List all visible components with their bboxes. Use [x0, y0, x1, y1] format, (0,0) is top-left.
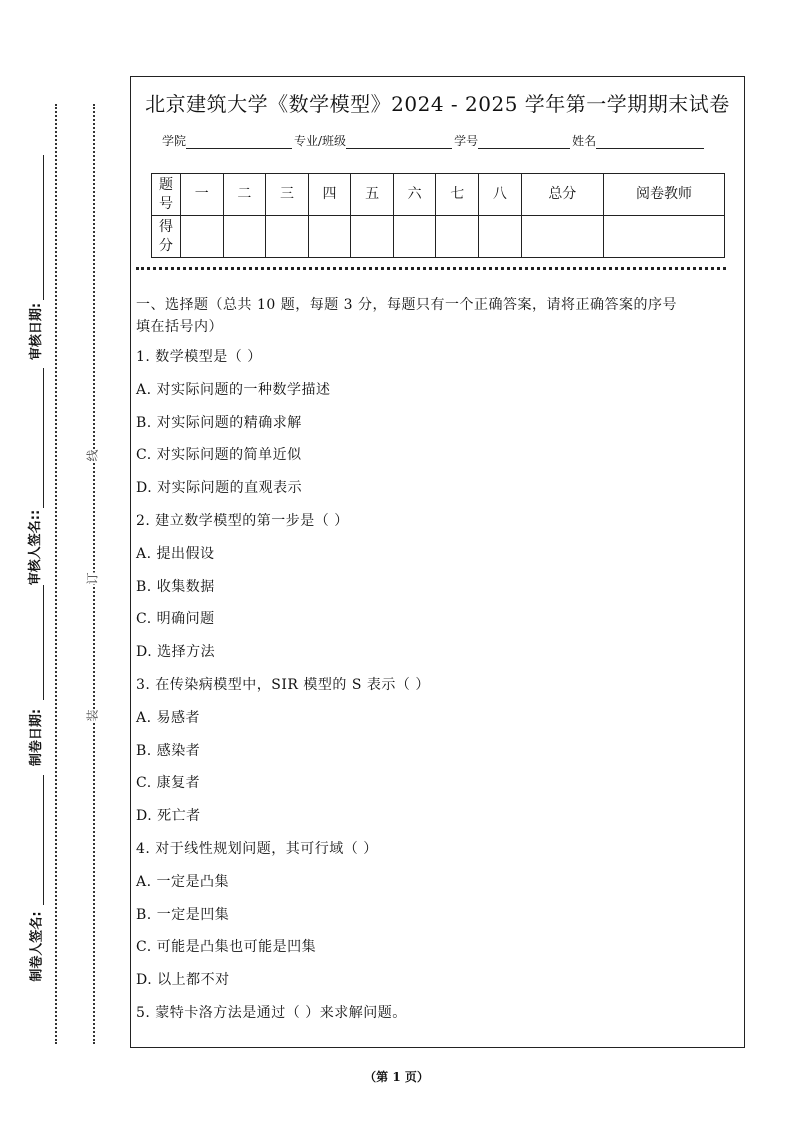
- score-cell[interactable]: [223, 216, 266, 258]
- score-table-score-row: [152, 216, 725, 258]
- college-label: 学院: [162, 134, 187, 148]
- major-class-field[interactable]: [346, 134, 452, 149]
- header-cell: 五: [351, 174, 394, 216]
- student-id-field[interactable]: [478, 134, 570, 149]
- score-cell[interactable]: [351, 216, 394, 258]
- college-field[interactable]: [186, 134, 292, 149]
- signature-line: [43, 585, 44, 700]
- answer-option: B. 对实际问题的精确求解: [136, 414, 302, 431]
- score-cell[interactable]: [436, 216, 479, 258]
- answer-option: B. 感染者: [136, 742, 201, 759]
- score-cell[interactable]: [181, 216, 224, 258]
- answer-option: A. 对实际问题的一种数学描述: [136, 381, 331, 398]
- score-cell[interactable]: [266, 216, 309, 258]
- score-row-label: 得分: [152, 216, 181, 258]
- name-label: 姓名: [572, 134, 597, 148]
- answer-option: C. 可能是凸集也可能是凹集: [136, 939, 317, 956]
- binding-mark-bind: 装: [85, 709, 100, 722]
- question-stem: 1. 数学模型是（ ）: [136, 349, 262, 365]
- exam-title: 北京建筑大学《数学模型》2024 - 2025 学年第一学期期末试卷: [145, 92, 730, 116]
- answer-option: C. 对实际问题的简单近似: [136, 447, 302, 464]
- question-stem: 5. 蒙特卡洛方法是通过（ ）来求解问题。: [136, 1005, 407, 1021]
- question-stem: 3. 在传染病模型中，SIR 模型的 S 表示（ ）: [136, 677, 430, 693]
- score-cell[interactable]: [393, 216, 436, 258]
- reviewer-signature-label: 审核人签名::: [28, 509, 44, 586]
- header-cell: 阅卷教师: [604, 174, 725, 216]
- section-divider: [136, 267, 726, 270]
- section-heading: 填在括号内）: [136, 319, 223, 335]
- header-cell: 六: [393, 174, 436, 216]
- header-cell: 四: [308, 174, 351, 216]
- answer-option: A. 一定是凸集: [136, 873, 230, 890]
- binding-dotted-line-outer: [55, 104, 57, 1044]
- answer-option: C. 明确问题: [136, 611, 215, 628]
- answer-option: A. 易感者: [136, 709, 201, 726]
- page-number: （第 1 页）: [364, 1070, 429, 1084]
- student-id-label: 学号: [454, 134, 479, 148]
- header-cell: 二: [223, 174, 266, 216]
- header-cell: 总分: [521, 174, 603, 216]
- header-cell: 一: [181, 174, 224, 216]
- score-table-header-row: [152, 174, 725, 216]
- answer-option: A. 提出假设: [136, 545, 215, 562]
- header-cell: 八: [479, 174, 522, 216]
- major-class-label: 专业/班级: [294, 134, 347, 148]
- binding-mark-staple: 订: [85, 572, 100, 585]
- paper-date-label: 制卷日期:: [29, 708, 45, 767]
- section-heading: 一、选择题（总共 10 题，每题 3 分，每题只有一个正确答案，请将正确答案的序号: [136, 297, 678, 313]
- score-cell[interactable]: [308, 216, 351, 258]
- header-cell: 七: [436, 174, 479, 216]
- question-stem: 4. 对于线性规划问题，其可行域（ ）: [136, 841, 378, 857]
- answer-option: D. 死亡者: [136, 808, 201, 825]
- binding-mark-line: 线: [85, 449, 100, 462]
- header-cell: 题号: [152, 174, 181, 216]
- score-cell[interactable]: [604, 216, 725, 258]
- student-info-row: [162, 132, 706, 149]
- header-cell: 三: [266, 174, 309, 216]
- answer-option: B. 一定是凹集: [136, 906, 230, 923]
- score-table: [151, 173, 725, 258]
- score-cell[interactable]: [521, 216, 603, 258]
- signature-line: [43, 775, 44, 905]
- answer-option: D. 以上都不对: [136, 972, 230, 989]
- score-cell[interactable]: [479, 216, 522, 258]
- paper-maker-signature-label: 制卷人签名:: [29, 911, 45, 982]
- answer-option: C. 康复者: [136, 775, 201, 792]
- name-field[interactable]: [596, 134, 704, 149]
- signature-line: [43, 155, 44, 300]
- question-stem: 2. 建立数学模型的第一步是（ ）: [136, 513, 349, 529]
- signature-line: [43, 368, 44, 508]
- answer-option: D. 选择方法: [136, 644, 216, 661]
- answer-option: D. 对实际问题的直观表示: [136, 480, 303, 497]
- answer-option: B. 收集数据: [136, 578, 215, 595]
- review-date-label: 审核日期:: [29, 302, 45, 361]
